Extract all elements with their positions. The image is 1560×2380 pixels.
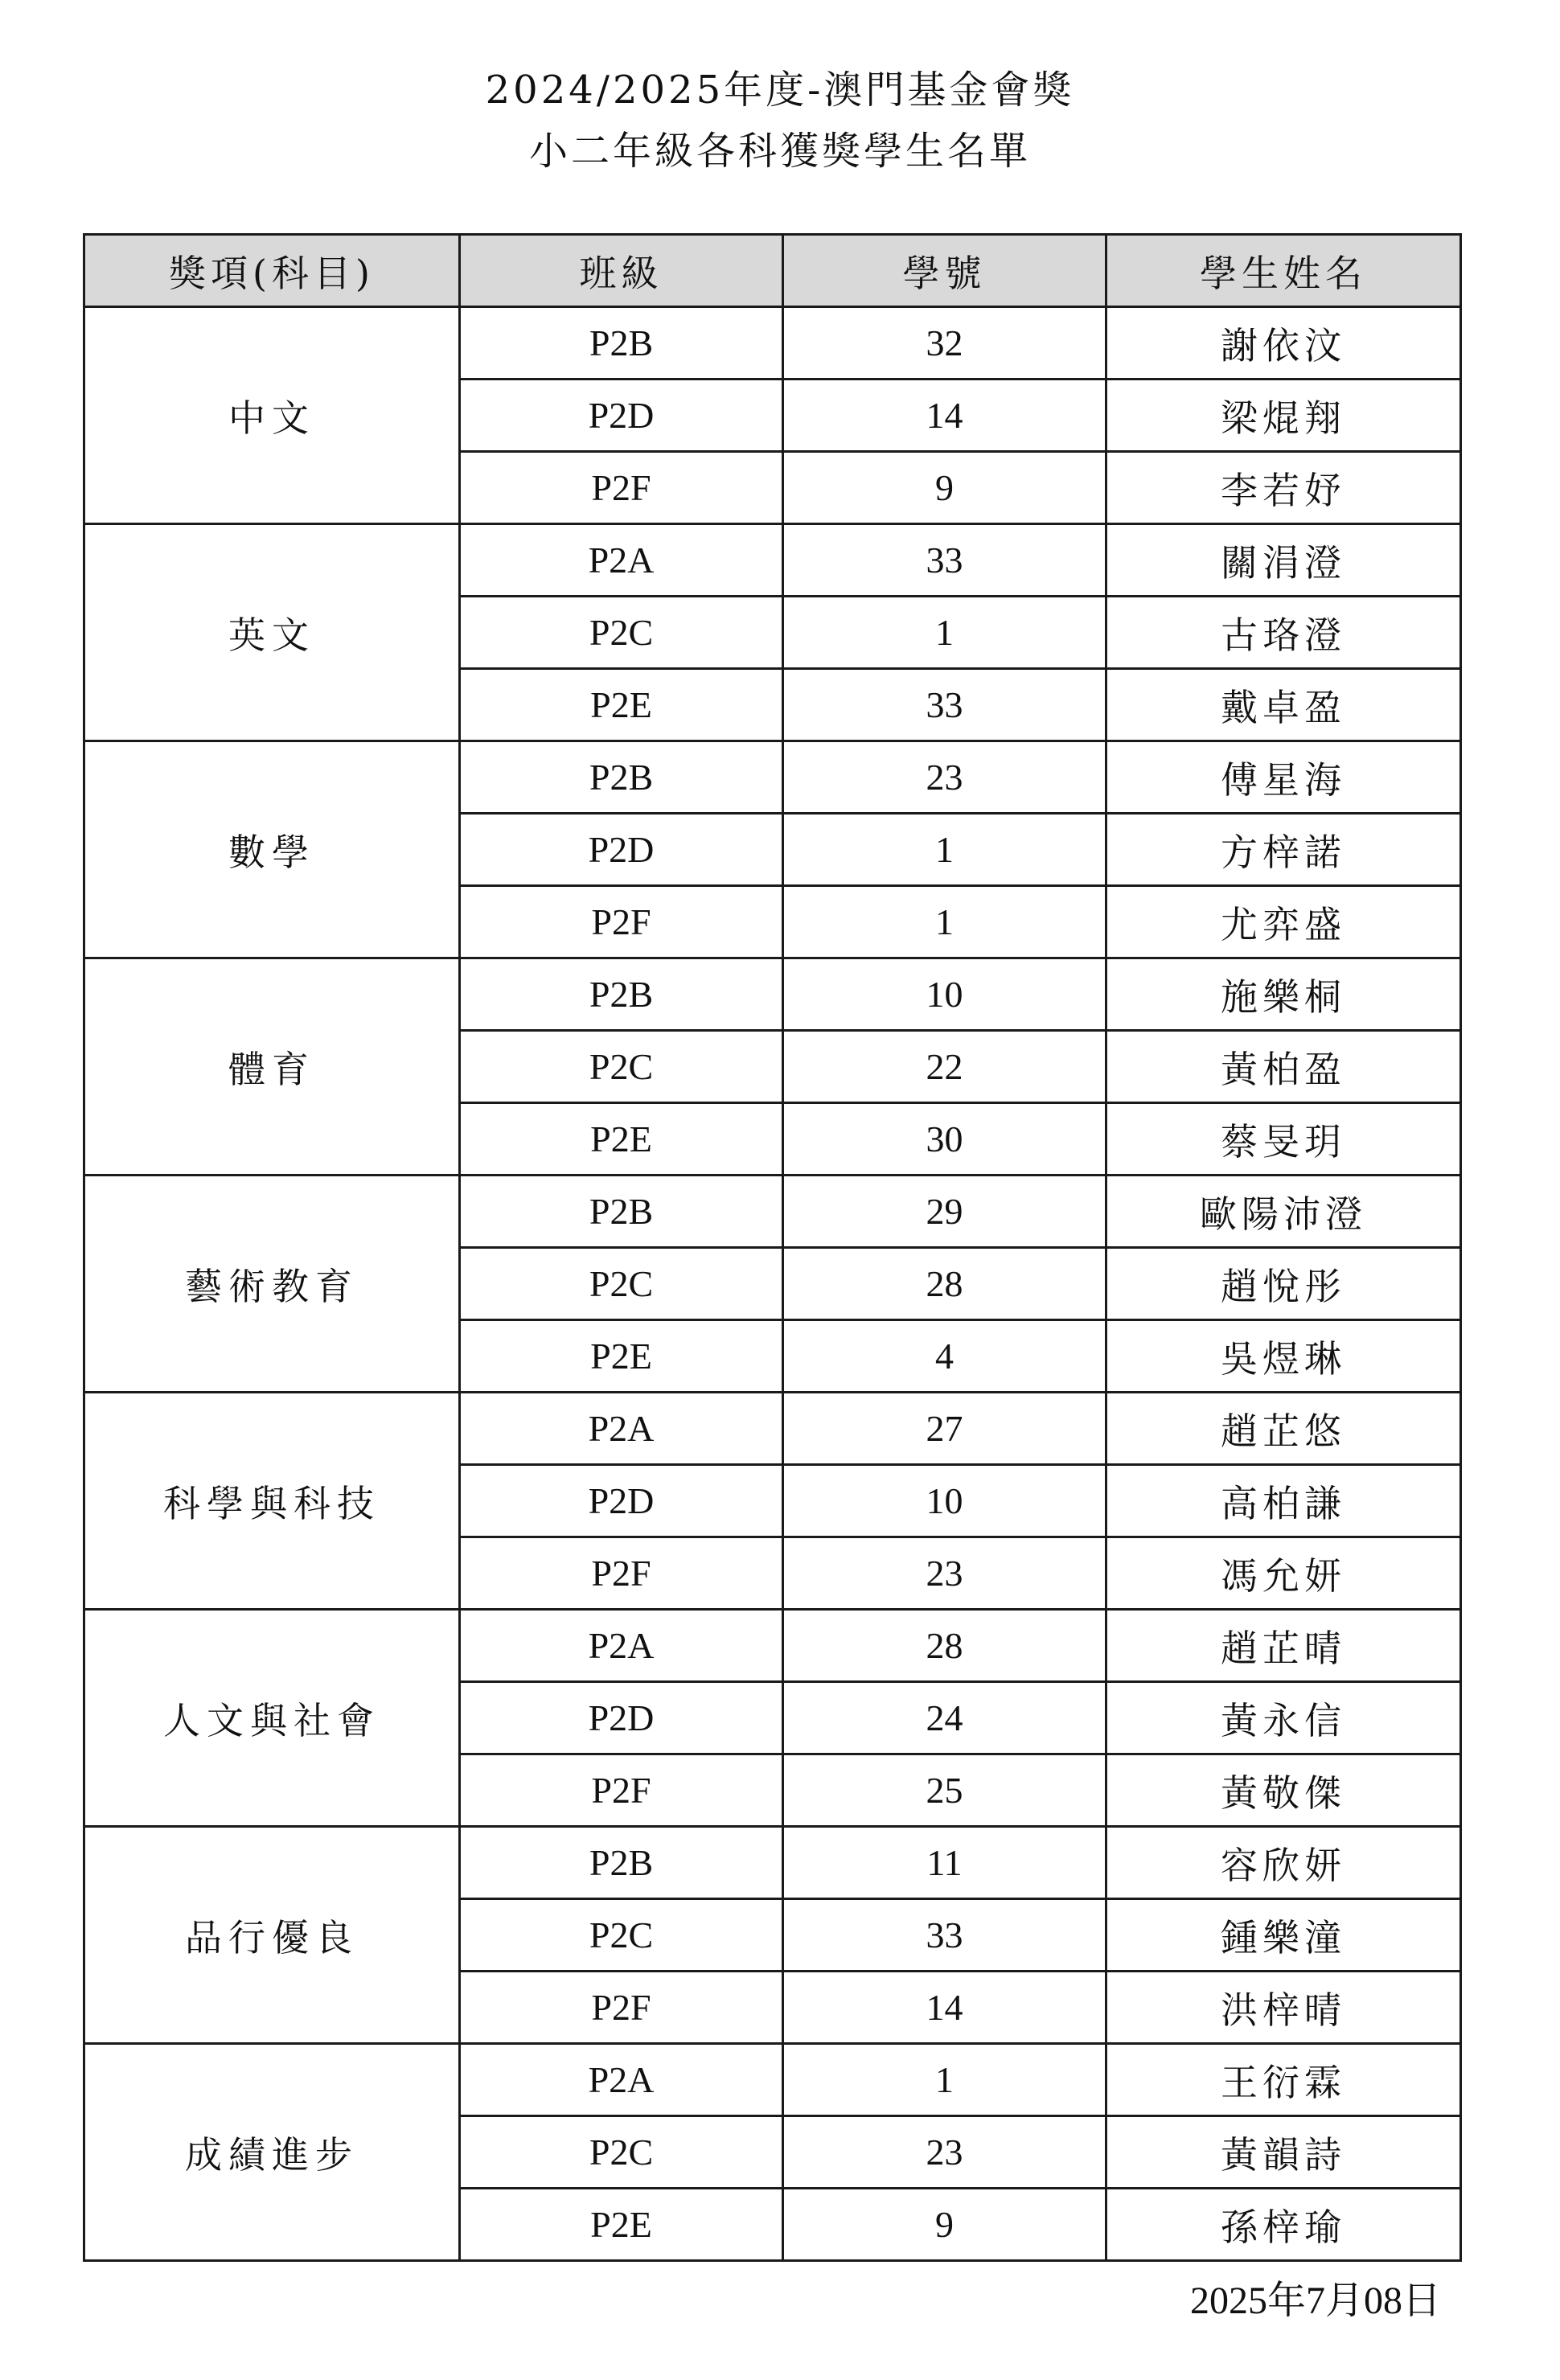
student-number-cell: 4 (783, 1320, 1106, 1393)
student-number-cell: 25 (783, 1754, 1106, 1827)
student-name-cell: 容欣妍 (1106, 1827, 1461, 1899)
table-row (84, 741, 1461, 814)
student-number-cell: 24 (783, 1682, 1106, 1754)
class-cell: P2B (460, 741, 783, 814)
student-name-cell: 黃柏盈 (1106, 1031, 1461, 1103)
student-name-cell: 趙芷晴 (1106, 1610, 1461, 1682)
table-row (84, 1827, 1461, 1899)
table-header-row (84, 235, 1461, 307)
class-cell: P2E (460, 669, 783, 741)
student-name-cell: 尤弈盛 (1106, 886, 1461, 958)
student-name-cell: 梁焜翔 (1106, 380, 1461, 452)
document-title: 2024/2025年度-澳門基金會獎 (485, 68, 1075, 113)
student-name-cell: 傅星海 (1106, 741, 1461, 814)
student-number-cell: 33 (783, 1899, 1106, 1972)
student-name-cell: 方梓諾 (1106, 814, 1461, 886)
document-subtitle: 小二年級各科獲獎學生名單 (528, 129, 1031, 174)
document-date: 2025年7月08日 (1189, 2279, 1441, 2322)
student-name-cell: 鍾樂潼 (1106, 1899, 1461, 1972)
class-cell: P2C (460, 597, 783, 669)
award-subject-cell: 人文與社會 (84, 1610, 460, 1827)
student-name-cell: 孫梓瑜 (1106, 2189, 1461, 2261)
student-name-cell: 王衍霖 (1106, 2044, 1461, 2116)
class-cell: P2F (460, 1754, 783, 1827)
class-cell: P2D (460, 1682, 783, 1754)
award-table (83, 233, 1462, 2262)
student-name-cell: 趙芷悠 (1106, 1393, 1461, 1465)
class-cell: P2D (460, 1465, 783, 1537)
award-subject-cell: 成績進步 (84, 2044, 460, 2261)
student-number-cell: 22 (783, 1031, 1106, 1103)
header-student-name: 學生姓名 (1106, 235, 1461, 307)
class-cell: P2D (460, 380, 783, 452)
student-name-cell: 馮允妍 (1106, 1537, 1461, 1610)
table-row (84, 1610, 1461, 1682)
class-cell: P2C (460, 1248, 783, 1320)
class-cell: P2F (460, 1537, 783, 1610)
class-cell: P2A (460, 2044, 783, 2116)
student-number-cell: 1 (783, 886, 1106, 958)
student-name-cell: 趙悅彤 (1106, 1248, 1461, 1320)
student-name-cell: 高柏謙 (1106, 1465, 1461, 1537)
student-number-cell: 14 (783, 380, 1106, 452)
student-name-cell: 蔡旻玥 (1106, 1103, 1461, 1176)
student-number-cell: 23 (783, 2116, 1106, 2189)
table-row (84, 1393, 1461, 1465)
student-name-cell: 黃永信 (1106, 1682, 1461, 1754)
student-name-cell: 施樂桐 (1106, 958, 1461, 1031)
award-subject-cell: 科學與科技 (84, 1393, 460, 1610)
student-number-cell: 1 (783, 597, 1106, 669)
class-cell: P2E (460, 2189, 783, 2261)
student-name-cell: 李若妤 (1106, 452, 1461, 524)
student-number-cell: 10 (783, 958, 1106, 1031)
table-row (84, 524, 1461, 597)
student-number-cell: 28 (783, 1248, 1106, 1320)
student-name-cell: 洪梓晴 (1106, 1972, 1461, 2044)
student-number-cell: 9 (783, 2189, 1106, 2261)
student-name-cell: 黃韻詩 (1106, 2116, 1461, 2189)
class-cell: P2C (460, 2116, 783, 2189)
award-subject-cell: 品行優良 (84, 1827, 460, 2044)
class-cell: P2B (460, 958, 783, 1031)
student-number-cell: 9 (783, 452, 1106, 524)
student-name-cell: 謝依汶 (1106, 307, 1461, 380)
class-cell: P2F (460, 886, 783, 958)
class-cell: P2E (460, 1103, 783, 1176)
header-award-subject: 獎項(科目) (84, 235, 460, 307)
header-class: 班級 (460, 235, 783, 307)
award-subject-cell: 中文 (84, 307, 460, 524)
student-number-cell: 28 (783, 1610, 1106, 1682)
student-number-cell: 23 (783, 741, 1106, 814)
student-number-cell: 30 (783, 1103, 1106, 1176)
student-name-cell: 吳煜琳 (1106, 1320, 1461, 1393)
student-number-cell: 11 (783, 1827, 1106, 1899)
student-number-cell: 33 (783, 669, 1106, 741)
student-number-cell: 1 (783, 2044, 1106, 2116)
award-subject-cell: 數學 (84, 741, 460, 958)
student-number-cell: 23 (783, 1537, 1106, 1610)
class-cell: P2E (460, 1320, 783, 1393)
student-number-cell: 27 (783, 1393, 1106, 1465)
student-name-cell: 關涓澄 (1106, 524, 1461, 597)
table-row (84, 1176, 1461, 1248)
class-cell: P2F (460, 452, 783, 524)
class-cell: P2A (460, 1393, 783, 1465)
class-cell: P2A (460, 1610, 783, 1682)
table-row (84, 958, 1461, 1031)
award-subject-cell: 體育 (84, 958, 460, 1176)
student-name-cell: 歐陽沛澄 (1106, 1176, 1461, 1248)
student-number-cell: 1 (783, 814, 1106, 886)
class-cell: P2A (460, 524, 783, 597)
table-row (84, 2044, 1461, 2116)
student-name-cell: 黃敬傑 (1106, 1754, 1461, 1827)
award-subject-cell: 英文 (84, 524, 460, 741)
student-number-cell: 29 (783, 1176, 1106, 1248)
student-name-cell: 戴卓盈 (1106, 669, 1461, 741)
award-subject-cell: 藝術教育 (84, 1176, 460, 1393)
table-row (84, 307, 1461, 380)
class-cell: P2B (460, 1176, 783, 1248)
header-student-number: 學號 (783, 235, 1106, 307)
class-cell: P2C (460, 1031, 783, 1103)
student-number-cell: 14 (783, 1972, 1106, 2044)
class-cell: P2C (460, 1899, 783, 1972)
award-table-body (84, 307, 1461, 2261)
student-number-cell: 10 (783, 1465, 1106, 1537)
class-cell: P2D (460, 814, 783, 886)
student-number-cell: 32 (783, 307, 1106, 380)
student-number-cell: 33 (783, 524, 1106, 597)
class-cell: P2B (460, 1827, 783, 1899)
class-cell: P2B (460, 307, 783, 380)
student-name-cell: 古珞澄 (1106, 597, 1461, 669)
class-cell: P2F (460, 1972, 783, 2044)
